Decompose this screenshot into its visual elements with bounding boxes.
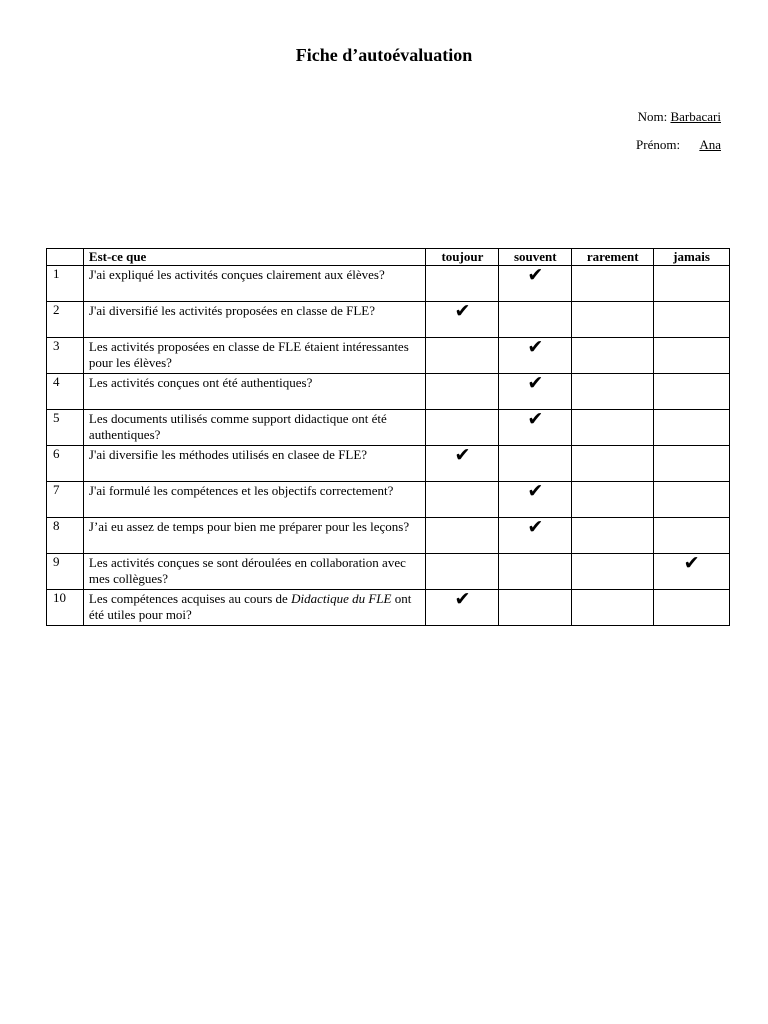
answer-cell-toujour [426, 410, 499, 446]
prenom-line [636, 137, 721, 153]
answer-cell-toujour [426, 446, 499, 482]
row-number: 2 [47, 302, 84, 338]
answer-cell-jamais [654, 374, 730, 410]
table-row [47, 338, 730, 374]
check-mark-icon [527, 516, 543, 538]
answer-cell-toujour [426, 302, 499, 338]
answer-cell-rarement [572, 554, 654, 590]
answer-cell-jamais [654, 482, 730, 518]
header-question: Est-ce que [83, 249, 426, 266]
question-part: Les compétences acquises au cours de [88, 591, 292, 606]
table-row [47, 554, 730, 590]
row-question: Les documents utilisés comme support didactique ont été authentiques? [83, 410, 426, 446]
header-toujour: toujour [426, 249, 499, 266]
answer-cell-rarement [572, 266, 654, 302]
answer-cell-rarement [572, 518, 654, 554]
check-mark-icon [527, 336, 543, 358]
row-question: Les activités conçues se sont déroulées en collaboration avec mes collègues? [83, 554, 426, 590]
answer-cell-rarement [572, 338, 654, 374]
answer-cell-rarement [572, 302, 654, 338]
answer-cell-souvent [499, 410, 572, 446]
table-row [47, 446, 730, 482]
answer-cell-souvent [499, 302, 572, 338]
answer-cell-souvent [499, 338, 572, 374]
check-mark-icon [527, 408, 543, 430]
check-mark-icon [684, 552, 700, 574]
table-row [47, 374, 730, 410]
row-number: 8 [47, 518, 84, 554]
answer-cell-jamais [654, 518, 730, 554]
row-question: J’ai eu assez de temps pour bien me préparer pour les leçons? [83, 518, 426, 554]
check-mark-icon [527, 480, 543, 502]
nom-line [638, 109, 721, 125]
answer-cell-toujour [426, 482, 499, 518]
table-row [47, 590, 730, 626]
nom-label: Nom: [637, 109, 668, 124]
check-mark-icon [454, 300, 470, 322]
answer-cell-souvent [499, 554, 572, 590]
check-mark-icon [454, 588, 470, 610]
header-souvent: souvent [499, 249, 572, 266]
row-number: 9 [47, 554, 84, 590]
answer-cell-souvent [499, 482, 572, 518]
answer-cell-toujour [426, 338, 499, 374]
answer-cell-jamais [654, 446, 730, 482]
answer-cell-rarement [572, 482, 654, 518]
answer-cell-souvent [499, 374, 572, 410]
answer-cell-rarement [572, 590, 654, 626]
row-question: J'ai diversifié les activités proposées en classe de FLE? [83, 302, 426, 338]
row-question [83, 590, 426, 626]
check-mark-icon [454, 444, 470, 466]
row-number: 3 [47, 338, 84, 374]
answer-cell-souvent [499, 590, 572, 626]
answer-cell-souvent [499, 518, 572, 554]
self-evaluation-table [46, 248, 730, 626]
answer-cell-toujour [426, 554, 499, 590]
answer-cell-toujour [426, 266, 499, 302]
answer-cell-toujour [426, 518, 499, 554]
row-question: Les activités proposées en classe de FLE étaient intéressantes pour les élèves? [83, 338, 426, 374]
check-mark-icon [527, 372, 543, 394]
nom-value: Barbacari [670, 109, 721, 124]
answer-cell-toujour [426, 374, 499, 410]
prenom-value: Ana [699, 137, 721, 152]
answer-cell-rarement [572, 410, 654, 446]
table-row [47, 518, 730, 554]
answer-cell-jamais [654, 338, 730, 374]
table-row [47, 482, 730, 518]
header-number [47, 249, 84, 266]
table-row [47, 410, 730, 446]
answer-cell-jamais [654, 410, 730, 446]
answer-cell-jamais [654, 554, 730, 590]
answer-cell-jamais [654, 302, 730, 338]
answer-cell-jamais [654, 590, 730, 626]
answer-cell-toujour [426, 590, 499, 626]
answer-cell-rarement [572, 446, 654, 482]
row-number: 7 [47, 482, 84, 518]
page-title: Fiche d’autoévaluation [295, 45, 473, 65]
answer-cell-souvent [499, 266, 572, 302]
check-mark-icon [527, 264, 543, 286]
row-number: 5 [47, 410, 84, 446]
row-question: J'ai expliqué les activités conçues clairement aux élèves? [83, 266, 426, 302]
table-row [47, 302, 730, 338]
table-header-row [47, 249, 730, 266]
row-question: J'ai diversifie les méthodes utilisés en clasee de FLE? [83, 446, 426, 482]
question-part: ont été utiles pour moi? [88, 591, 412, 622]
row-number: 10 [47, 590, 84, 626]
answer-cell-jamais [654, 266, 730, 302]
header-jamais: jamais [654, 249, 730, 266]
question-italic-part: Didactique du FLE [291, 591, 392, 606]
prenom-label: Prénom: [636, 137, 681, 152]
header-rarement: rarement [572, 249, 654, 266]
row-question: J'ai formulé les compétences et les objectifs correctement? [83, 482, 426, 518]
row-number: 1 [47, 266, 84, 302]
row-number: 4 [47, 374, 84, 410]
answer-cell-souvent [499, 446, 572, 482]
table-row [47, 266, 730, 302]
row-question: Les activités conçues ont été authentiques? [83, 374, 426, 410]
row-number: 6 [47, 446, 84, 482]
answer-cell-rarement [572, 374, 654, 410]
